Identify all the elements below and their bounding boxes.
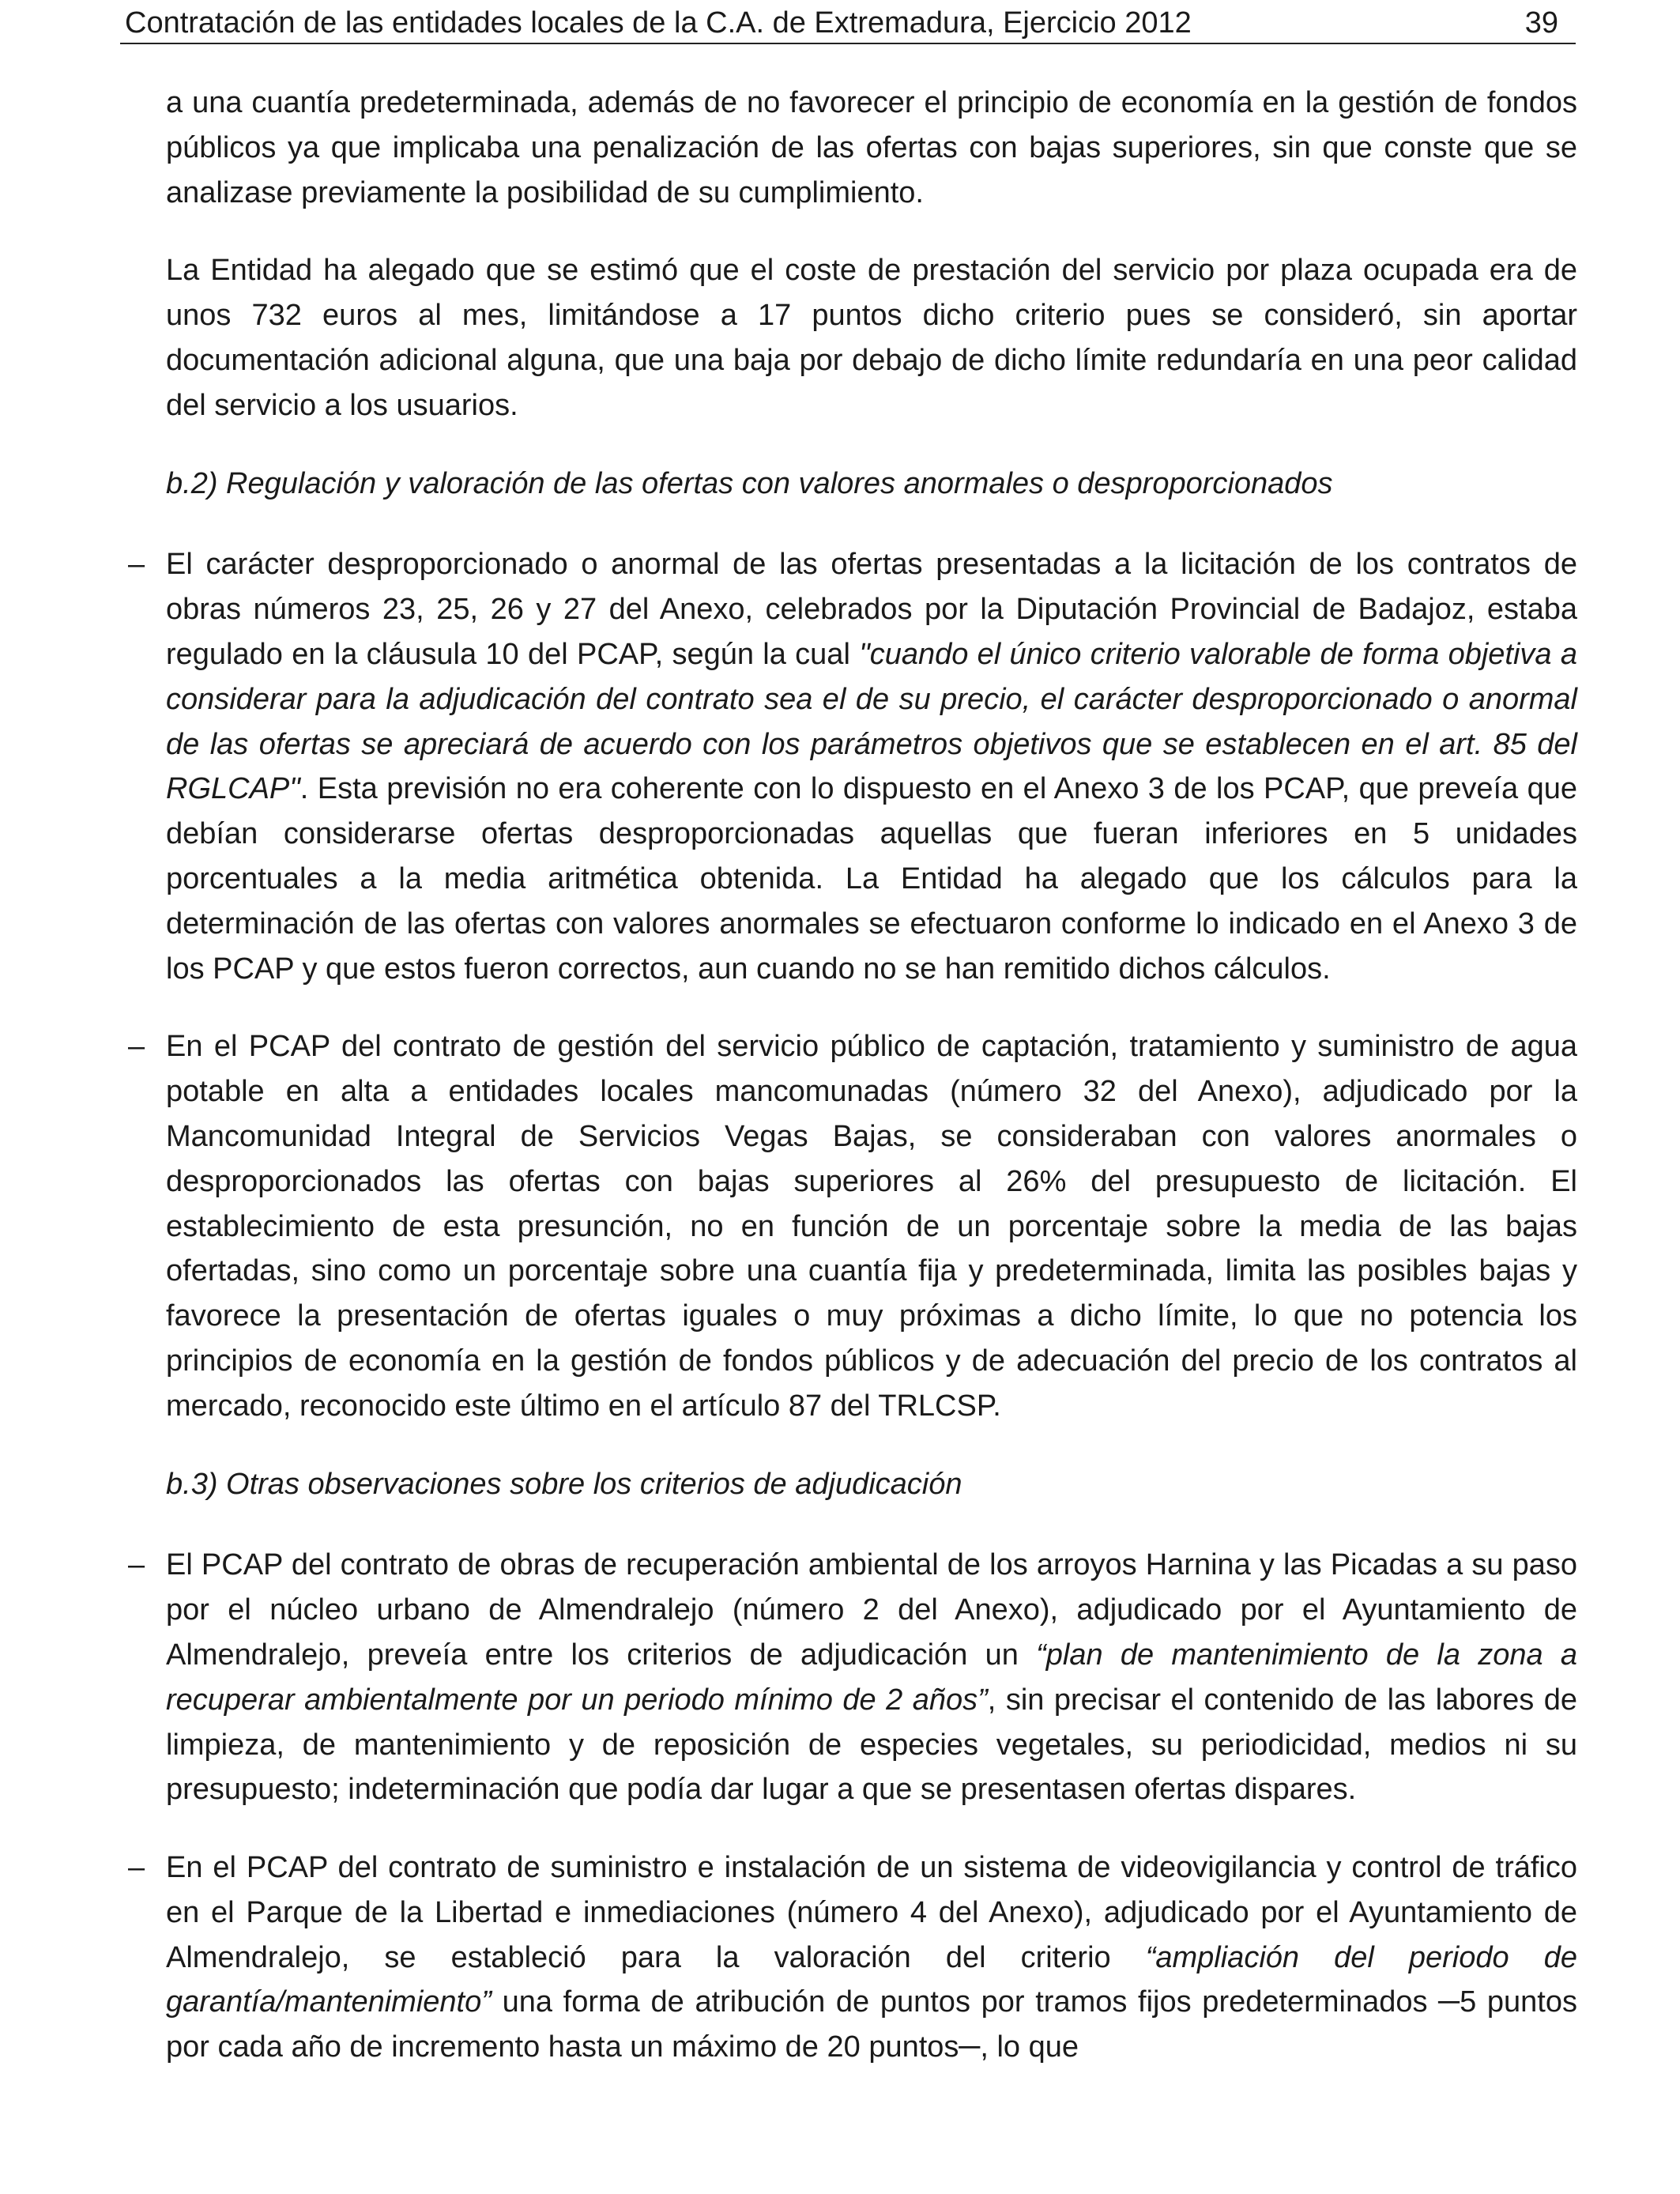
page-number: 39	[1524, 6, 1558, 40]
section-heading-b2: b.2) Regulación y valoración de las ofertas con valores anormales o desproporcionados	[166, 466, 1333, 500]
dash-bullet-icon: –	[128, 1851, 145, 1885]
paragraph-continuation: a una cuantía predeterminada, además de no favorecer el principio de economía en la gestión de fondos públicos ya que implicaba una penalización de las ofertas con bajas superiores, sin que conste que se analizase previamente la posibilidad de su cumplimiento.	[166, 86, 1577, 209]
item-quote: “plan de mantenimiento de la zona a recuperar ambientalmente por un periodo mínimo de 2 años”	[166, 1638, 1577, 1717]
page-header	[120, 3, 1576, 44]
item-text: una forma de atribución de puntos por tramos fijos predeterminados ─5 puntos por cada año de incremento hasta un máximo de 20 puntos─, lo que	[166, 1985, 1577, 2064]
item-quote: "cuando el único criterio valorable de forma objetiva a considerar para la adjudicación del contrato sea el de su precio, el carácter desproporcionado o anormal de las ofertas se apreciará de acuerdo con los parámetros objetivos que se establecen en el art. 85 del RGLCAP"	[166, 637, 1577, 806]
section-heading-b3: b.3) Otras observaciones sobre los criterios de adjudicación	[166, 1467, 962, 1501]
item-text: , sin precisar el contenido de las labores de limpieza, de mantenimiento y de reposición de especies vegetales, su periodicidad, medios ni su presupuesto; indeterminación que podía dar lugar a que se presentasen ofertas dispares.	[166, 1683, 1577, 1807]
list-item	[120, 1543, 1577, 1812]
item-quote: “ampliación del periodo de garantía/mantenimiento”	[166, 1940, 1577, 2019]
running-title: Contratación de las entidades locales de la C.A. de Extremadura, Ejercicio 2012	[125, 6, 1192, 40]
item-text: En el PCAP del contrato de suministro e instalación de un sistema de videovigilancia y control de tráfico en el Parque de la Libertad e inmediaciones (número 4 del Anexo), adjudicado por el Ayuntamiento de Almendralejo, se estableció para la valoración del criterio	[166, 1851, 1577, 1974]
list-item	[120, 1024, 1577, 1428]
dash-bullet-icon: –	[128, 548, 145, 582]
dash-bullet-icon: –	[128, 1030, 145, 1064]
item-text: El PCAP del contrato de obras de recuperación ambiental de los arroyos Harnina y las Picadas a su paso por el núcleo urbano de Almendralejo (número 2 del Anexo), adjudicado por el Ayuntamiento de Almendralejo, preveía entre los criterios de adjudicación un	[166, 1548, 1577, 1672]
paragraph-entity-allegation: La Entidad ha alegado que se estimó que el coste de prestación del servicio por plaza ocupada era de unos 732 euros al mes, limitándose a 17 puntos dicho criterio pues se consideró, sin aportar documentación adicional alguna, que una baja por debajo de dicho límite redundaría en una peor calidad del servicio a los usuarios.	[166, 254, 1577, 422]
item-text: El carácter desproporcionado o anormal de las ofertas presentadas a la licitación de los contratos de obras números 23, 25, 26 y 27 del Anexo, celebrados por la Diputación Provincial de Badajoz, estaba regulado en la cláusula 10 del PCAP, según la cual	[166, 548, 1577, 671]
item-text: En el PCAP del contrato de gestión del servicio público de captación, tratamiento y suministro de agua potable en alta a entidades locales mancomunadas (número 32 del Anexo), adjudicado por la Mancomunidad Integral de Servicios Vegas Bajas, se consideraban con valores anormales o desproporcionados las ofertas con bajas superiores al 26% del presupuesto de licitación. El establecimiento de esta presunción, no en función de un porcentaje sobre la media de las bajas ofertadas, sino como un porcentaje sobre una cuantía fija y predeterminada, limita las posibles bajas y favorece la presentación de ofertas iguales o muy próximas a dicho límite, lo que no potencia los principios de economía en la gestión de fondos públicos y de adecuación del precio de los contratos al mercado, reconocido este último en el artículo 87 del TRLCSP.	[166, 1030, 1577, 1423]
dash-bullet-icon: –	[128, 1548, 145, 1582]
item-text: . Esta previsión no era coherente con lo dispuesto en el Anexo 3 de los PCAP, que preveía que debían considerarse ofertas desproporcionadas aquellas que fueran inferiores en 5 unidades porcentuales a la media aritmética obtenida. La Entidad ha alegado que los cálculos para la determinación de las ofertas con valores anormales se efectuaron conforme lo indicado en el Anexo 3 de los PCAP y que estos fueron correctos, aun cuando no se han remitido dichos cálculos.	[166, 772, 1577, 986]
document-body	[120, 81, 1577, 2103]
list-item	[120, 542, 1577, 991]
list-item	[120, 1845, 1577, 2070]
